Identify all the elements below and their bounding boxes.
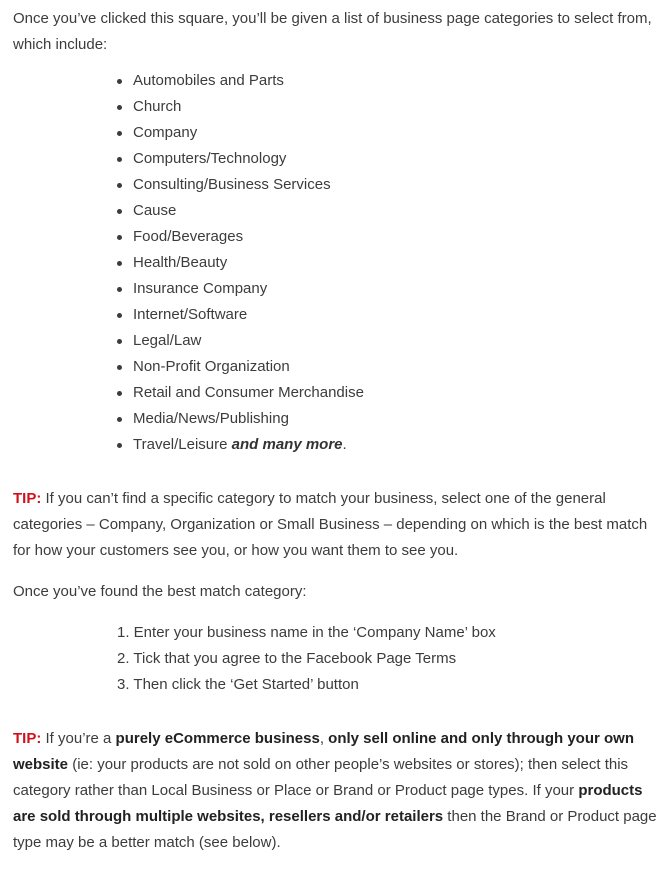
list-item [113,172,662,198]
list-item [113,380,662,406]
category-label: Retail and Consumer Merchandise [133,384,364,401]
list-end-period: . [342,436,347,453]
list-item [113,328,662,354]
category-label: Computers/Technology [133,150,287,167]
list-item [117,620,662,646]
list-item [113,302,662,328]
list-item [113,250,662,276]
tip-text: If you can’t find a specific category to match your business, select one of the general categories – Company, Organization or Small Business – depending on which is the best match for how your customers see you, or how you want them to see you. [13,490,648,559]
step-text: 3. Then click the ‘Get Started’ button [117,676,359,693]
tip-text: then the Brand or Product page type may be a better match (see below). [13,808,657,851]
category-label: Automobiles and Parts [133,72,284,89]
category-list [13,68,662,458]
tip-label: TIP: [13,730,42,747]
tip-paragraph-2 [13,726,662,856]
category-label: Non-Profit Organization [133,358,290,375]
step-text: 2. Tick that you agree to the Facebook Page Terms [117,650,457,667]
list-item [113,68,662,94]
bold-phrase: products are sold through multiple websites, resellers and/or retailers [13,782,643,825]
category-label: Travel/Leisure [133,436,228,453]
and-many-more-emphasis: and many more [231,436,343,453]
list-item [117,646,662,672]
found-category-paragraph: Once you’ve found the best match category: [13,583,307,600]
category-label: Health/Beauty [133,254,228,271]
category-label: Insurance Company [133,280,268,297]
list-item [113,354,662,380]
category-label: Legal/Law [133,332,202,349]
bold-phrase: purely eCommerce business [115,730,320,747]
list-item [113,94,662,120]
step-text: 1. Enter your business name in the ‘Company Name’ box [117,624,496,641]
list-item [113,276,662,302]
category-label: Internet/Software [133,306,248,323]
bold-phrase: only sell online and only through your own website [13,730,634,773]
tip-label: TIP: [13,490,42,507]
list-item [113,432,662,458]
tip-text: If you’re a [41,730,116,747]
list-item [113,198,662,224]
category-label: Food/Beverages [133,228,244,245]
category-label: Company [133,124,198,141]
list-item [117,672,662,698]
intro-paragraph: Once you’ve clicked this square, you’ll be given a list of business page categories to select from, which include: [13,10,652,53]
category-label: Consulting/Business Services [133,176,331,193]
tip-paragraph-1 [13,486,662,564]
category-label: Cause [133,202,177,219]
steps-list [13,620,662,698]
list-item [113,406,662,432]
list-item [113,120,662,146]
tip-text: (ie: your products are not sold on other people’s websites or stores); then select this category rather than Local Business or Place or Brand or Product page types. If your [13,756,629,799]
tip-text: , [319,730,329,747]
list-item [113,146,662,172]
list-item [113,224,662,250]
category-label: Media/News/Publishing [133,410,289,427]
category-label: Church [133,98,182,115]
